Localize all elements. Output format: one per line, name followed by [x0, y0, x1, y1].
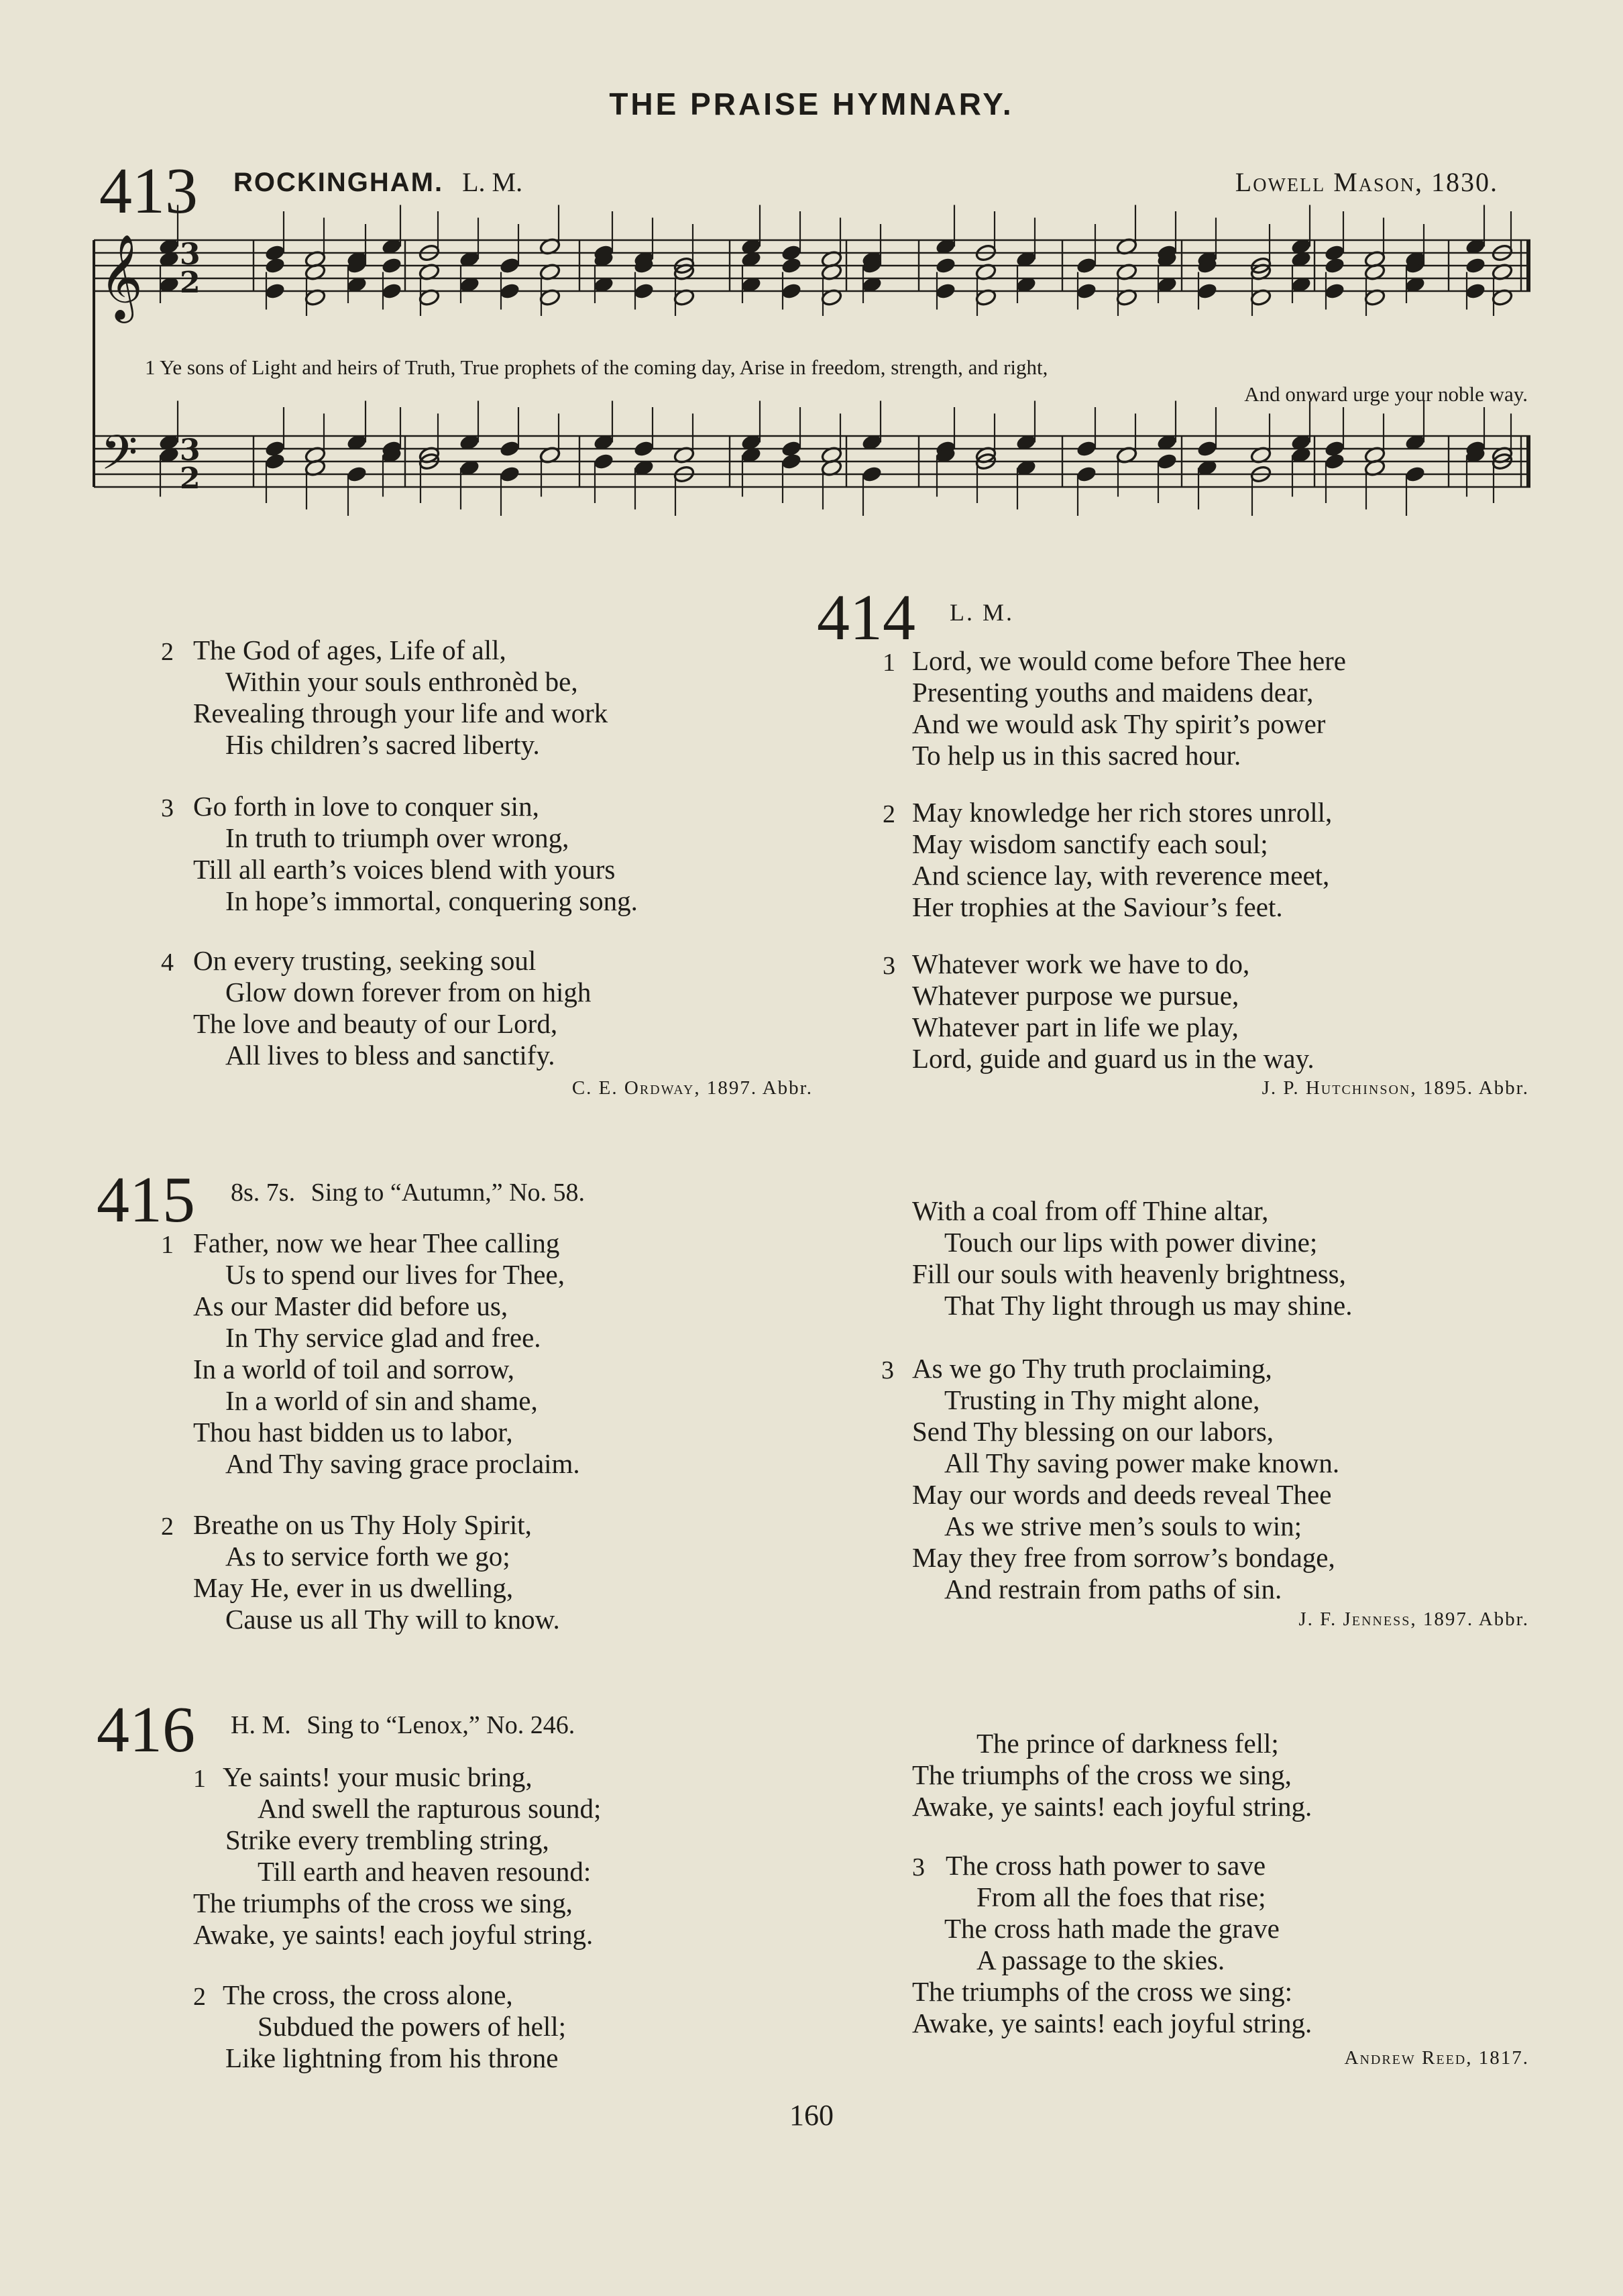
verse-line: Awake, ye saints! each joyful string.: [912, 1791, 1312, 1822]
verse-line: A passage to the skies.: [976, 1945, 1225, 1975]
verse-number: 3: [161, 794, 174, 822]
verse-line: To help us in this sacred hour.: [912, 740, 1241, 771]
author-name: C. E. Ordway,: [571, 1077, 701, 1099]
alto-lower-note: [1196, 282, 1218, 300]
hymn-416-verse-2: [193, 1979, 566, 2074]
hymn-414-author: [1262, 1077, 1529, 1099]
verse-number: 1: [883, 649, 895, 677]
page-number: 160: [789, 2099, 834, 2132]
hymn-413-verse-4: [193, 945, 591, 1071]
verse-line: Lord, we would come before Thee here: [912, 645, 1346, 676]
hymn-415-tune-reference: Sing to “Autumn,” No. 58.: [311, 1179, 585, 1207]
verse-line: Like lightning from his throne: [225, 2042, 559, 2073]
tenor-note: [1196, 439, 1218, 458]
verse-line: Go forth in love to conquer sin,: [193, 791, 539, 822]
verse-line: The love and beauty of our Lord,: [193, 1008, 558, 1039]
verse-line: The triumphs of the cross we sing:: [912, 1976, 1293, 2007]
verse-line: Father, now we hear Thee calling: [193, 1227, 560, 1258]
verse-line: Till all earth’s voices blend with yours: [193, 854, 616, 885]
author-name: Andrew Reed,: [1344, 2047, 1473, 2069]
bass-note: [592, 452, 614, 471]
verse-line: Fill our souls with heavenly brightness,: [912, 1258, 1346, 1289]
author-name: J. P. Hutchinson,: [1262, 1077, 1417, 1099]
verse-line: Breathe on us Thy Holy Spirit,: [193, 1509, 532, 1540]
author-name: J. F. Jenness,: [1298, 1608, 1417, 1630]
bass-note: [1323, 452, 1345, 471]
verse-number: 4: [161, 948, 174, 977]
bass-note: [345, 465, 368, 484]
hymn-414-verse-2: [912, 797, 1332, 923]
tenor-note: [498, 439, 520, 458]
verse-line: Ye saints! your music bring,: [223, 1761, 533, 1792]
verse-number: 3: [883, 952, 895, 980]
verse-number: 2: [161, 638, 174, 666]
alto-note: [264, 256, 286, 275]
verse-line: In a world of toil and sorrow,: [193, 1354, 514, 1384]
hymn-416-heading: [231, 1710, 575, 1740]
verse-line: The cross hath made the grave: [944, 1913, 1280, 1944]
verse-line: Revealing through your life and work: [193, 698, 608, 728]
verse-line: And swell the rapturous sound;: [258, 1793, 602, 1824]
verse-line: And we would ask Thy spirit’s power: [912, 708, 1326, 739]
verse-line: Presenting youths and maidens dear,: [912, 677, 1314, 708]
verse-line: In Thy service glad and free.: [225, 1322, 541, 1353]
hymn-416-verse-3: [912, 1850, 1312, 2039]
alto-note: [380, 256, 402, 275]
verse-line: Us to spend our lives for Thee,: [225, 1259, 565, 1290]
verse-line: Strike every trembling string,: [225, 1824, 549, 1855]
hymn-413-author: [572, 1077, 813, 1099]
time-signature-top: 3: [180, 237, 201, 272]
verse-line: Awake, ye saints! each joyful string.: [912, 2008, 1312, 2038]
verse-line: And Thy saving grace proclaim.: [225, 1448, 580, 1479]
bass-note: [498, 465, 520, 484]
verse-line: As our Master did before us,: [193, 1291, 508, 1321]
tenor-note: [632, 439, 655, 458]
verse-line: That Thy light through us may shine.: [944, 1290, 1353, 1321]
verse-line: In truth to triumph over wrong,: [225, 822, 569, 853]
hymn-413-lyric-line-2: And onward urge your noble way.: [1244, 382, 1528, 406]
bass-note: [1404, 465, 1426, 484]
verse-line: May they free from sorrow’s bondage,: [912, 1542, 1335, 1573]
bass-note: [1075, 465, 1097, 484]
verse-line: Within your souls enthronèd be,: [225, 666, 578, 697]
verse-number: 1: [161, 1231, 174, 1259]
bass-note: [1156, 452, 1178, 471]
alto-note: [1464, 256, 1486, 275]
hymn-416-meter: H. M.: [231, 1711, 291, 1739]
hymn-413-music-score: [0, 0, 1623, 557]
verse-line: May wisdom sanctify each soul;: [912, 828, 1268, 859]
time-signature-bottom: 2: [180, 461, 201, 496]
verse-line: Cause us all Thy will to know.: [225, 1604, 560, 1635]
verse-number: 3: [881, 1356, 894, 1384]
alto-lower-note: [780, 282, 802, 300]
verse-line: Her trophies at the Saviour’s feet.: [912, 891, 1283, 922]
verse-line: In a world of sin and shame,: [225, 1385, 538, 1416]
alto-note: [780, 256, 802, 275]
verse-line: The cross hath power to save: [946, 1850, 1266, 1881]
alto-note: [1075, 256, 1097, 275]
bass-clef-icon: 𝄢: [101, 425, 138, 492]
alto-lower-note: [1464, 282, 1486, 300]
author-date: 1897. Abbr.: [1422, 1608, 1529, 1630]
verse-line: As we strive men’s souls to win;: [944, 1511, 1302, 1541]
verse-line: Glow down forever from on high: [225, 977, 592, 1007]
verse-line: Whatever purpose we pursue,: [912, 980, 1239, 1011]
verse-line: All lives to bless and sanctify.: [225, 1040, 555, 1071]
verse-line: Whatever part in life we play,: [912, 1012, 1239, 1042]
hymn-416-tune-reference: Sing to “Lenox,” No. 246.: [306, 1711, 575, 1739]
verse-number: 1: [193, 1765, 206, 1793]
hymn-415-verse-3: [912, 1353, 1339, 1605]
verse-line: All Thy saving power make known.: [944, 1447, 1340, 1478]
hymn-415-verse-1: [193, 1227, 580, 1480]
verse-line: And science lay, with reverence meet,: [912, 860, 1330, 891]
verse-line: The triumphs of the cross we sing,: [912, 1759, 1292, 1790]
verse-line: The triumphs of the cross we sing,: [193, 1888, 573, 1918]
bass-note: [780, 452, 802, 471]
hymn-413-number: 413: [99, 155, 198, 227]
verse-line: Subdued the powers of hell;: [258, 2011, 567, 2042]
bass-note: [860, 465, 883, 484]
verse-line: As to service forth we go;: [225, 1541, 510, 1572]
verse-line: As we go Thy truth proclaiming,: [912, 1353, 1272, 1384]
treble-clef-icon: 𝄞: [99, 233, 144, 319]
hymn-414-number: 414: [817, 582, 915, 654]
verse-line: Awake, ye saints! each joyful string.: [193, 1919, 594, 1950]
bass-note: [264, 452, 286, 471]
hymn-414-verse-1: [912, 645, 1346, 771]
alto-note: [498, 256, 520, 275]
verse-line: From all the foes that rise;: [976, 1881, 1266, 1912]
hymn-415-number: 415: [97, 1164, 195, 1236]
verse-number: 2: [883, 800, 895, 828]
verse-line: Thou hast bidden us to labor,: [193, 1417, 513, 1447]
hymn-415-verse-2: [193, 1509, 560, 1635]
verse-line: May knowledge her rich stores unroll,: [912, 797, 1333, 828]
author-date: 1897. Abbr.: [706, 1077, 813, 1099]
hymn-415-verse-2-continued: [912, 1195, 1353, 1321]
hymn-413-composer: Lowell Mason, 1830.: [1235, 167, 1498, 197]
verse-line: May He, ever in us dwelling,: [193, 1572, 514, 1603]
verse-line: Send Thy blessing on our labors,: [912, 1416, 1274, 1447]
tune-name: ROCKINGHAM.: [233, 168, 444, 197]
verse-line: And restrain from paths of sin.: [944, 1574, 1282, 1604]
verse-line: Trusting in Thy might alone,: [944, 1384, 1260, 1415]
running-head: THE PRAISE HYMNARY.: [609, 87, 1014, 121]
verse-line: Whatever work we have to do,: [912, 948, 1250, 979]
tune-meter: L. M.: [462, 167, 523, 197]
verse-line: The cross, the cross alone,: [223, 1979, 513, 2010]
hymn-415-heading: [231, 1178, 585, 1207]
alto-lower-note: [1323, 282, 1345, 300]
alto-lower-note: [934, 282, 956, 300]
hymn-416-number: 416: [97, 1694, 195, 1766]
verse-line: Lord, guide and guard us in the way.: [912, 1043, 1314, 1074]
alto-lower-note: [632, 282, 655, 300]
verse-line: In hope’s immortal, conquering song.: [225, 885, 638, 916]
alto-note: [1323, 256, 1345, 275]
hymn-415-author: [1298, 1608, 1529, 1631]
verse-number: 3: [912, 1853, 925, 1881]
author-date: 1817.: [1478, 2047, 1529, 2069]
hymn-413-lyric-line-1: 1 Ye sons of Light and heirs of Truth, True prophets of the coming day, Arise in freedom, strength, and right,: [145, 356, 1048, 379]
time-signature-bottom: 2: [180, 266, 201, 300]
verse-line: His children’s sacred liberty.: [225, 729, 540, 760]
verse-line: The God of ages, Life of all,: [193, 635, 506, 665]
hymn-413-verse-3: [193, 791, 638, 917]
verse-number: 2: [193, 1983, 206, 2011]
hymn-415-meter: 8s. 7s.: [231, 1179, 296, 1207]
hymn-413-verse-2: [193, 635, 608, 761]
hymn-416-author: [1345, 2047, 1529, 2069]
verse-line: May our words and deeds reveal Thee: [912, 1479, 1332, 1510]
time-signature-top: 3: [180, 433, 201, 468]
tenor-note: [1075, 439, 1097, 458]
verse-line: Till earth and heaven resound:: [258, 1856, 592, 1887]
verse-line: On every trusting, seeking soul: [193, 945, 537, 976]
verse-line: The prince of darkness fell;: [976, 1728, 1279, 1759]
hymn-416-verse-2-continued: [912, 1728, 1312, 1822]
verse-line: With a coal from off Thine altar,: [912, 1195, 1269, 1226]
alto-note: [934, 256, 956, 275]
author-date: 1895. Abbr.: [1422, 1077, 1529, 1099]
hymn-414-verse-3: [912, 948, 1314, 1075]
alto-lower-note: [264, 282, 286, 300]
alto-lower-note: [1075, 282, 1097, 300]
alto-lower-note: [380, 282, 402, 300]
hymn-414-meter: L. M.: [950, 599, 1014, 626]
alto-lower-note: [498, 282, 520, 300]
hymn-416-verse-1: [193, 1761, 601, 1951]
verse-line: Touch our lips with power divine;: [944, 1227, 1318, 1258]
verse-number: 2: [161, 1513, 174, 1541]
